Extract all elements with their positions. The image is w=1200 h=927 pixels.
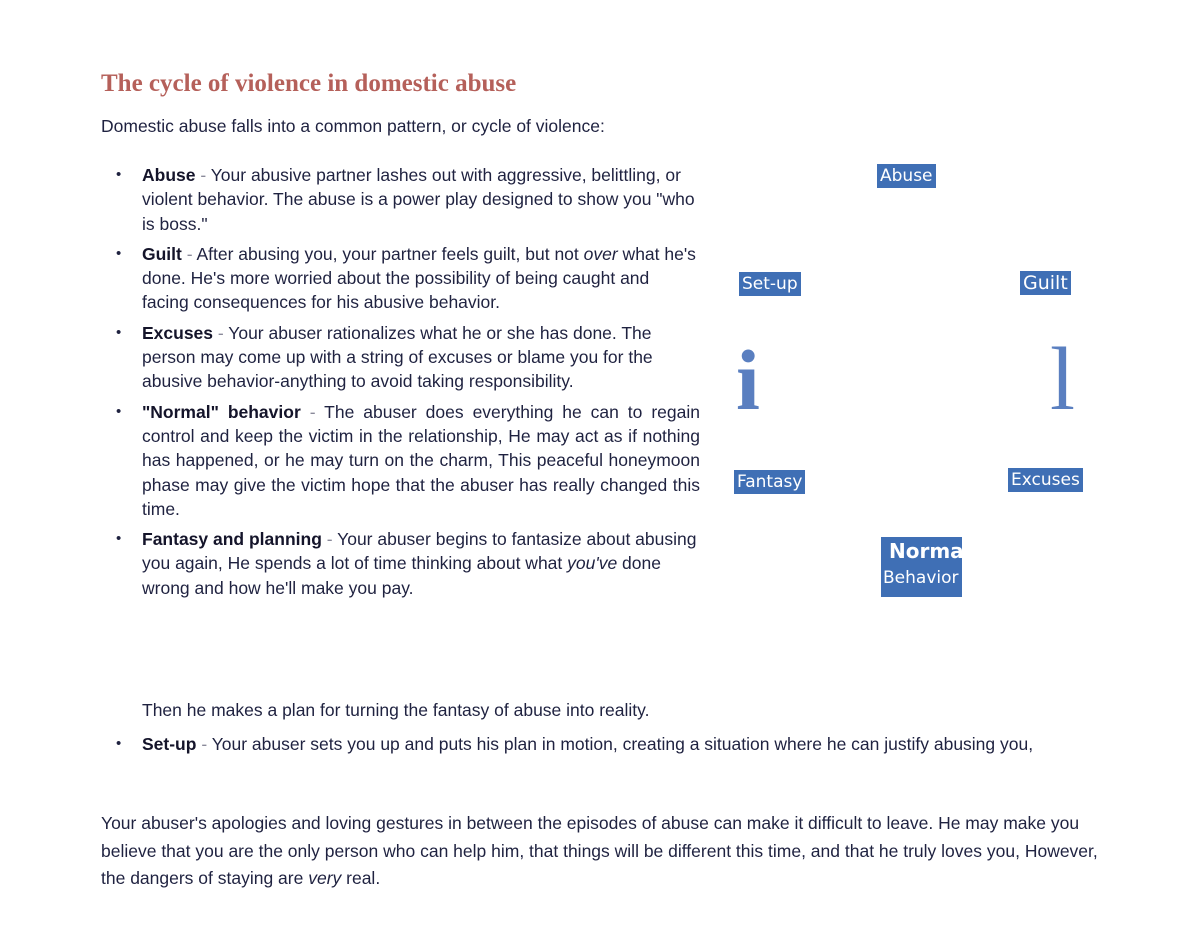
stage-term: Set-up: [142, 734, 197, 754]
stage-term: Excuses: [142, 322, 214, 343]
stage-term: Abuse: [142, 165, 196, 185]
bullet-marker: •: [116, 166, 122, 183]
bullet-marker: •: [116, 323, 122, 341]
stage-description-cont: done wrong and how he'll make you pay.: [142, 553, 661, 598]
diagram-label-normal-behavior: [881, 537, 971, 597]
list-item-guilt: [110, 242, 700, 315]
term-separator: -: [186, 243, 193, 264]
stage-description: The abuser does everything he can to regain control and keep the victim in the relationship, He may act as if nothing has happened, or he may turn on the charm, This peaceful honeymoon phase may give the victim hope that the abuser has really changed this time.: [142, 401, 700, 519]
diagram-label-excuses: Excuses: [1008, 468, 1083, 492]
stage-description: After abusing you, your partner feels guilt, but not: [192, 243, 584, 264]
list-item-abuse: [110, 163, 700, 236]
stage-description: Your abuser sets you up and puts his plan in motion, creating a situation where he can justify abusing you,: [207, 734, 1034, 754]
bullet-marker: •: [116, 530, 122, 548]
cycle-stage-list-continued: [110, 732, 1100, 756]
intro-text: Domestic abuse falls into a common pattern, or cycle of violence:: [101, 116, 605, 136]
diagram-connector-right: l: [1050, 330, 1076, 429]
fantasy-plan-text: Then he makes a plan for turning the fantasy of abuse into reality.: [142, 700, 650, 720]
closing-emphasis: very: [308, 868, 342, 888]
term-separator: -: [217, 322, 224, 343]
bullet-marker: •: [116, 402, 122, 420]
list-item-normal-behavior: [110, 400, 700, 521]
normal-label-line1: Normal: [889, 539, 971, 563]
bullet-marker: •: [116, 735, 122, 752]
term-separator: -: [309, 401, 316, 422]
list-item-setup: [110, 732, 1100, 756]
diagram-label-fantasy: Fantasy: [734, 470, 805, 494]
stage-description: Your abuser rationalizes what he or she has done. The person may come up with a string of excuses or blame you for the abusive behavior-anything to avoid taking responsibility.: [142, 322, 653, 392]
closing-text-end: real.: [341, 868, 381, 888]
list-item-fantasy: [110, 527, 700, 600]
diagram-label-setup: Set-up: [739, 272, 801, 296]
term-separator: -: [201, 734, 208, 754]
closing-paragraph: [101, 810, 1101, 893]
stage-description-cont: what he's done. He's more worried about the possibility of being caught and facing consequences for his abusive behavior.: [142, 243, 696, 313]
diagram-label-guilt: Guilt: [1020, 271, 1071, 295]
cycle-stage-list: [110, 163, 700, 606]
stage-description: Your abuser begins to fantasize about abusing you again, He spends a lot of time thinking about what: [142, 529, 697, 574]
diagram-label-abuse: Abuse: [877, 164, 936, 188]
stage-emphasis: over: [583, 243, 618, 264]
list-item-excuses: [110, 321, 700, 394]
page-title: The cycle of violence in domestic abuse: [101, 70, 517, 97]
stage-emphasis: you've: [567, 553, 618, 574]
stage-term: "Normal" behavior: [142, 401, 301, 422]
term-separator: -: [326, 529, 333, 550]
stage-description: Your abusive partner lashes out with aggressive, belittling, or violent behavior. The abuse is a power play designed to show you "who is boss.": [142, 165, 695, 234]
bullet-marker: •: [116, 244, 122, 262]
normal-label-line2: Behavior: [883, 568, 959, 588]
diagram-connector-left: i: [736, 332, 760, 428]
stage-term: Guilt: [142, 243, 182, 264]
term-separator: -: [200, 165, 207, 185]
closing-text: Your abuser's apologies and loving gestures in between the episodes of abuse can make it difficult to leave. He may make you believe that you are the only person who can help him, that things will be different this time, and that he truly loves you, However, the dangers of staying are: [101, 813, 1098, 888]
stage-term: Fantasy and planning: [142, 529, 322, 550]
